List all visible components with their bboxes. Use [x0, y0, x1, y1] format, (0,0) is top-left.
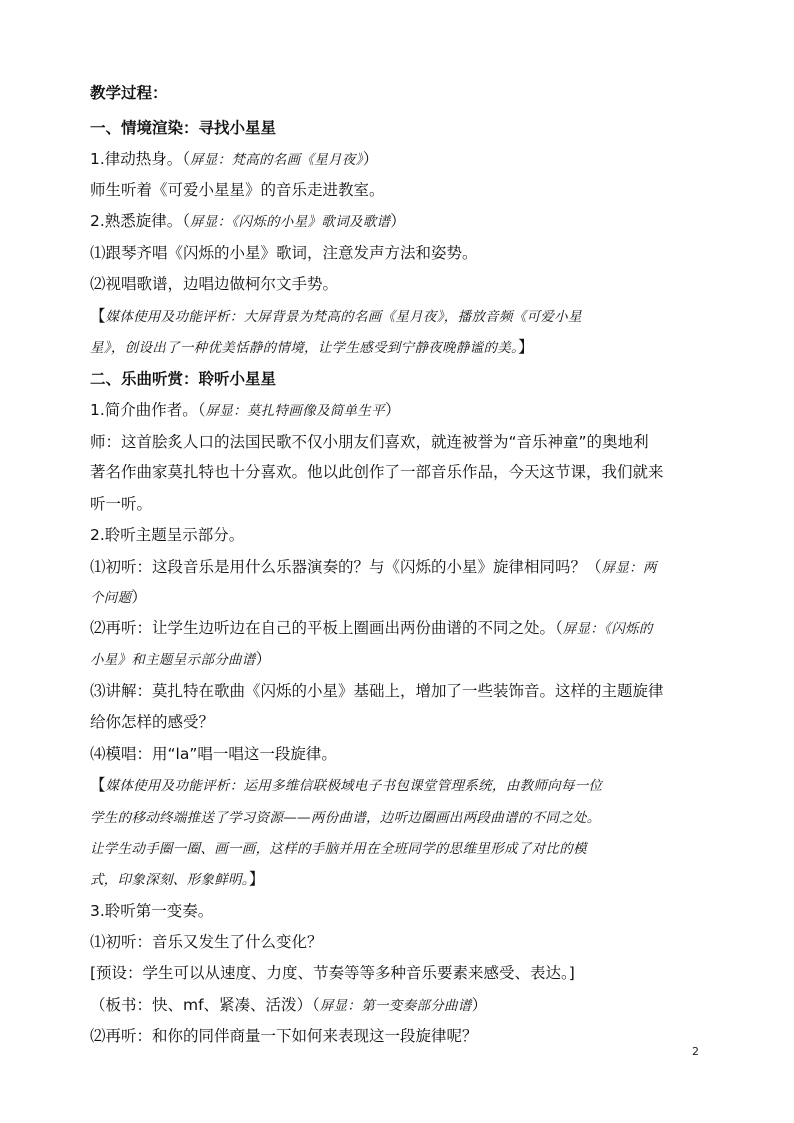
media-note-text: 屏显：两 — [601, 560, 657, 576]
text-line — [90, 680, 710, 702]
text-line — [90, 962, 710, 984]
media-note-text: 式，印象深刻、形象鲜明。 — [90, 872, 249, 888]
body-text: ⑴跟琴齐唱《闪烁的小星》歌词，注意发声方法和姿势。 — [90, 244, 478, 262]
text-line — [90, 431, 710, 453]
body-text: 3.聆听第一变奏。 — [90, 902, 214, 920]
text-line — [90, 210, 710, 233]
text-line — [90, 586, 710, 609]
body-text: 【 — [90, 307, 106, 325]
text-line — [90, 82, 710, 104]
media-note-text: 个问题 — [90, 590, 132, 606]
body-text: ⑵视唱歌谱，边唱边做柯尔文手势。 — [90, 275, 339, 293]
text-line — [90, 711, 710, 733]
text-line — [90, 336, 710, 359]
media-note-text: 小星》和主题呈示部分曲谱 — [90, 652, 256, 668]
text-line — [90, 648, 710, 671]
media-note-text: 星》，创设出了一种优美恬静的情境，让学生感受到宁静夜晚静谧的美。 — [90, 340, 519, 356]
text-line — [90, 368, 710, 390]
media-note-text: 媒体使用及功能评析：大屏背景为梵高的名画《星月夜》，播放音频《可爱小星 — [105, 309, 582, 325]
body-text: 】 — [518, 338, 534, 356]
body-text: 2.聆听主题呈示部分。 — [90, 526, 245, 544]
text-line — [90, 1025, 710, 1047]
body-text: ⑷模唱：用“la”唱一唱这一段旋律。 — [90, 745, 337, 763]
text-line — [90, 556, 710, 579]
body-text: ⑴初听：音乐又发生了什么变化？ — [90, 933, 323, 951]
text-line — [90, 305, 710, 328]
body-text: ⑴初听：这段音乐是用什么乐器演奏的？与《闪烁的小星》旋律相同吗？（ — [90, 558, 602, 576]
media-note-text: 屏显：莫扎特画像及简单生平 — [205, 403, 385, 419]
body-text: [预设：学生可以从速度、力度、节奏等等多种音乐要素来感受、表达。] — [90, 964, 575, 982]
body-text: ⑵再听：让学生边听边在自己的平板上圈画出两份曲谱的不同之处。（ — [90, 619, 563, 637]
media-note-text: 学生的移动终端推送了学习资源——两份曲谱，边听边圈画出两段曲谱的不同之处。 — [90, 810, 601, 826]
text-line — [90, 931, 710, 953]
text-line — [90, 399, 710, 422]
body-text: 著名作曲家莫扎特也十分喜欢。他以此创作了一部音乐作品，今天这节课，我们就来 — [90, 463, 664, 481]
body-text: ） — [384, 401, 401, 419]
heading-text: 一、情境渲染：寻找小星星 — [90, 119, 277, 137]
text-line — [90, 524, 710, 546]
text-line — [90, 743, 710, 765]
text-line — [90, 994, 710, 1017]
text-line — [90, 179, 710, 201]
body-text: ） — [255, 650, 272, 668]
text-line — [90, 868, 710, 891]
body-text: （板书：快、mf、紧凑、活泼）（ — [90, 996, 320, 1014]
body-text: 】 — [248, 870, 265, 888]
body-text: 师生听着《可爱小星星》的音乐走进教室。 — [90, 181, 385, 199]
text-line — [90, 806, 710, 829]
text-line — [90, 117, 710, 139]
body-text: ） — [390, 212, 406, 230]
text-line — [90, 242, 710, 264]
body-text: 1.律动热身。（ — [90, 150, 191, 168]
media-note-text: 屏显：梵高的名画《星月夜》 — [190, 152, 363, 168]
body-text: 2.熟悉旋律。（ — [90, 212, 191, 230]
media-note-text: 屏显：《闪烁的 — [562, 621, 653, 637]
body-text: 师：这首脍炙人口的法国民歌不仅小朋友们喜欢，就连被誉为“音乐神童”的奥地利 — [90, 433, 649, 451]
body-text: 1.简介曲作者。（ — [90, 401, 206, 419]
text-line — [90, 493, 710, 515]
page-number: 2 — [692, 1045, 699, 1058]
media-note-text: 屏显：第一变奏部分曲谱 — [319, 998, 472, 1014]
body-text: 听一听。 — [90, 495, 153, 513]
text-line — [90, 273, 710, 295]
text-line — [90, 774, 710, 797]
media-note-text: 屏显：《闪烁的小星》歌词及歌谱 — [190, 214, 391, 230]
media-note-text: 让学生动手圈一圈、画一画，这样的手脑并用在全班同学的思维里形成了对比的模 — [90, 841, 587, 857]
text-line — [90, 900, 710, 922]
text-line — [90, 461, 710, 483]
body-text: ⑶讲解：莫扎特在歌曲《闪烁的小星》基础上，增加了一些装饰音。这样的主题旋律 — [90, 682, 664, 700]
text-line — [90, 617, 710, 640]
heading-text: 教学过程： — [90, 84, 168, 102]
text-line — [90, 837, 710, 860]
body-text: ⑵再听：和你的同伴商量一下如何来表现这一段旋律呢？ — [90, 1027, 478, 1045]
text-line — [90, 148, 710, 171]
body-text: ） — [131, 588, 147, 606]
body-text: ） — [362, 150, 379, 168]
body-text: ） — [471, 996, 488, 1014]
body-text: 给你怎样的感受？ — [90, 713, 215, 731]
media-note-text: 媒体使用及功能评析：运用多维信联极域电子书包课堂管理系统，由教师向每一位 — [105, 778, 603, 794]
body-text: 【 — [90, 776, 106, 794]
heading-text: 二、乐曲听赏：聆听小星星 — [90, 370, 277, 388]
